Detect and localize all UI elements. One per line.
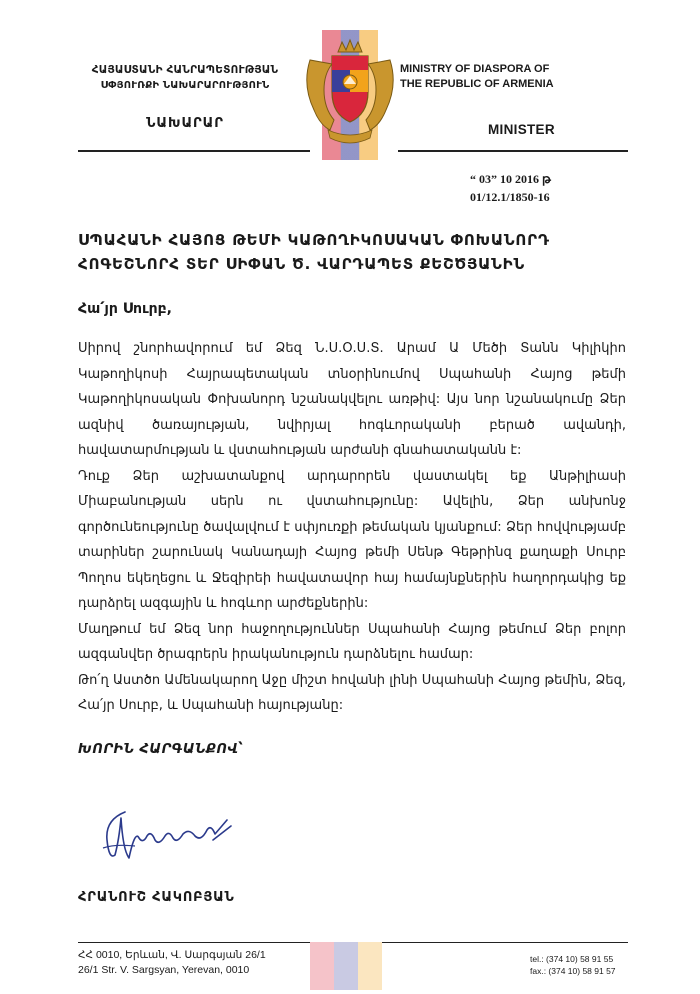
ministry-header-armenian [60, 62, 310, 132]
footer-telephone: tel.: (374 10) 58 91 55 [530, 954, 614, 964]
header-rule-left [78, 150, 310, 152]
salutation: Հա՛յր Սուրբ, [78, 301, 172, 317]
body-paragraph: Սիրով շնորհավորում եմ Ձեզ Ն.Ս.Օ.Ս.Տ. Արամ Ա Մեծի Տանն Կիլիկիո Կաթողիկոսի Հայրապետական տնօրինումով Սպահանի Հայոց թեմի Կաթողիկոսական Փոխանորդ նշանակվելու առթիվ: Այս նոր նշանակումը Ձեր ազնիվ ծառայության, նվիրյալ հոգևորականի բերած ավանդի, հավատարմության և վստահության արժանի գնահատականն է: [78, 341, 626, 458]
footer-tricolor-band [310, 942, 382, 990]
body-paragraph: Դուք Ձեր աշխատանքով արդարորեն վաստակել եք Անթիլիասի Միաբանության սերն ու վստահությունը: Ավելին, Ձեր անխոնջ գործունեությունը ծավալվում է սփյուռքի թեմական կյանքում: Ձեր հովվությամբ տարիներ շարունակ Կանադայի Հայոց թեմի Սենթ Գեթրինզ քաղաքի Սուրբ Պողոս եկեղեցու և Ջեզիրեի հավատավոր հայ համայնքներին հաղորդակից եք դարձրել ազգային և հոգևոր արժեքներին: [78, 468, 626, 611]
addressee-line1: ՍՊԱՀԱՆԻ ՀԱՅՈՑ ԹԵՄԻ ԿԱԹՈՂԻԿՈՍԱԿԱՆ ՓՈԽԱՆՈՐԴ [78, 231, 550, 249]
ministry-name-en-line2: THE REPUBLIC OF ARMENIA [400, 78, 554, 90]
letter-body [78, 336, 626, 719]
signatory-name: ՀՐԱՆՈՒՇ ՀԱԿՈԲՅԱՆ [78, 890, 235, 905]
footer-fax: fax.: (374 10) 58 91 57 [530, 966, 616, 976]
footer-address-english: 26/1 Str. V. Sargsyan, Yerevan, 0010 [78, 964, 250, 976]
footer-rule-left [78, 942, 310, 943]
letter-date: “ 03” 10 2016 թ [470, 172, 551, 186]
ministry-header-english [400, 62, 640, 137]
header-rule-right [398, 150, 628, 152]
ministry-name-line2: ՍՓՅՈՒՌՔԻ ՆԱԽԱՐԱՐՈՒԹՅՈՒՆ [100, 80, 270, 91]
footer-contacts [530, 953, 616, 977]
date-reference-block [470, 170, 551, 206]
footer-address [78, 948, 266, 978]
addressee-line2: ՀՈԳԵՇՆՈՐՀ ՏԵՐ ՍԻՓԱՆ Ծ. ՎԱՐԴԱՊԵՏ ՔԵՇԾՅԱՆԻՆ [78, 255, 525, 273]
body-paragraph: Մաղթում եմ Ձեզ նոր հաջողություններ Սպահանի Հայոց թեմում Ձեր բոլոր ազգանվեր ծրագրերն իրականություն դարձնելու համար: [78, 621, 626, 662]
body-paragraph: Թո՛ղ Աստծո Ամենակարող Աջը միշտ հովանի լինի Սպահանի Հայոց թեմին, Ձեզ, Հա՛յր Սուրբ, և Սպահանի հայությանը: [78, 672, 626, 713]
handwritten-signature [95, 800, 245, 870]
ministry-name-line1: ՀԱՅԱՍՏԱՆԻ ՀԱՆՐԱՊԵՏՈՒԹՅԱՆ [91, 64, 279, 76]
footer-address-armenian: ՀՀ 0010, Երևան, Վ. Սարգսյան 26/1 [78, 949, 266, 961]
closing-phrase: ԽՈՐԻՆ ՀԱՐԳԱՆՔՈՎ՝ [78, 742, 244, 757]
minister-title-english: MINISTER [488, 122, 555, 137]
minister-title-armenian: ՆԱԽԱՐԱՐ [146, 116, 224, 131]
addressee-block [78, 228, 638, 276]
ministry-name-en-line1: MINISTRY OF DIASPORA OF [400, 63, 550, 75]
footer-rule-right [382, 942, 628, 943]
armenia-coat-of-arms-emblem [300, 30, 400, 160]
letter-reference-number: 01/12.1/1850-16 [470, 190, 550, 204]
